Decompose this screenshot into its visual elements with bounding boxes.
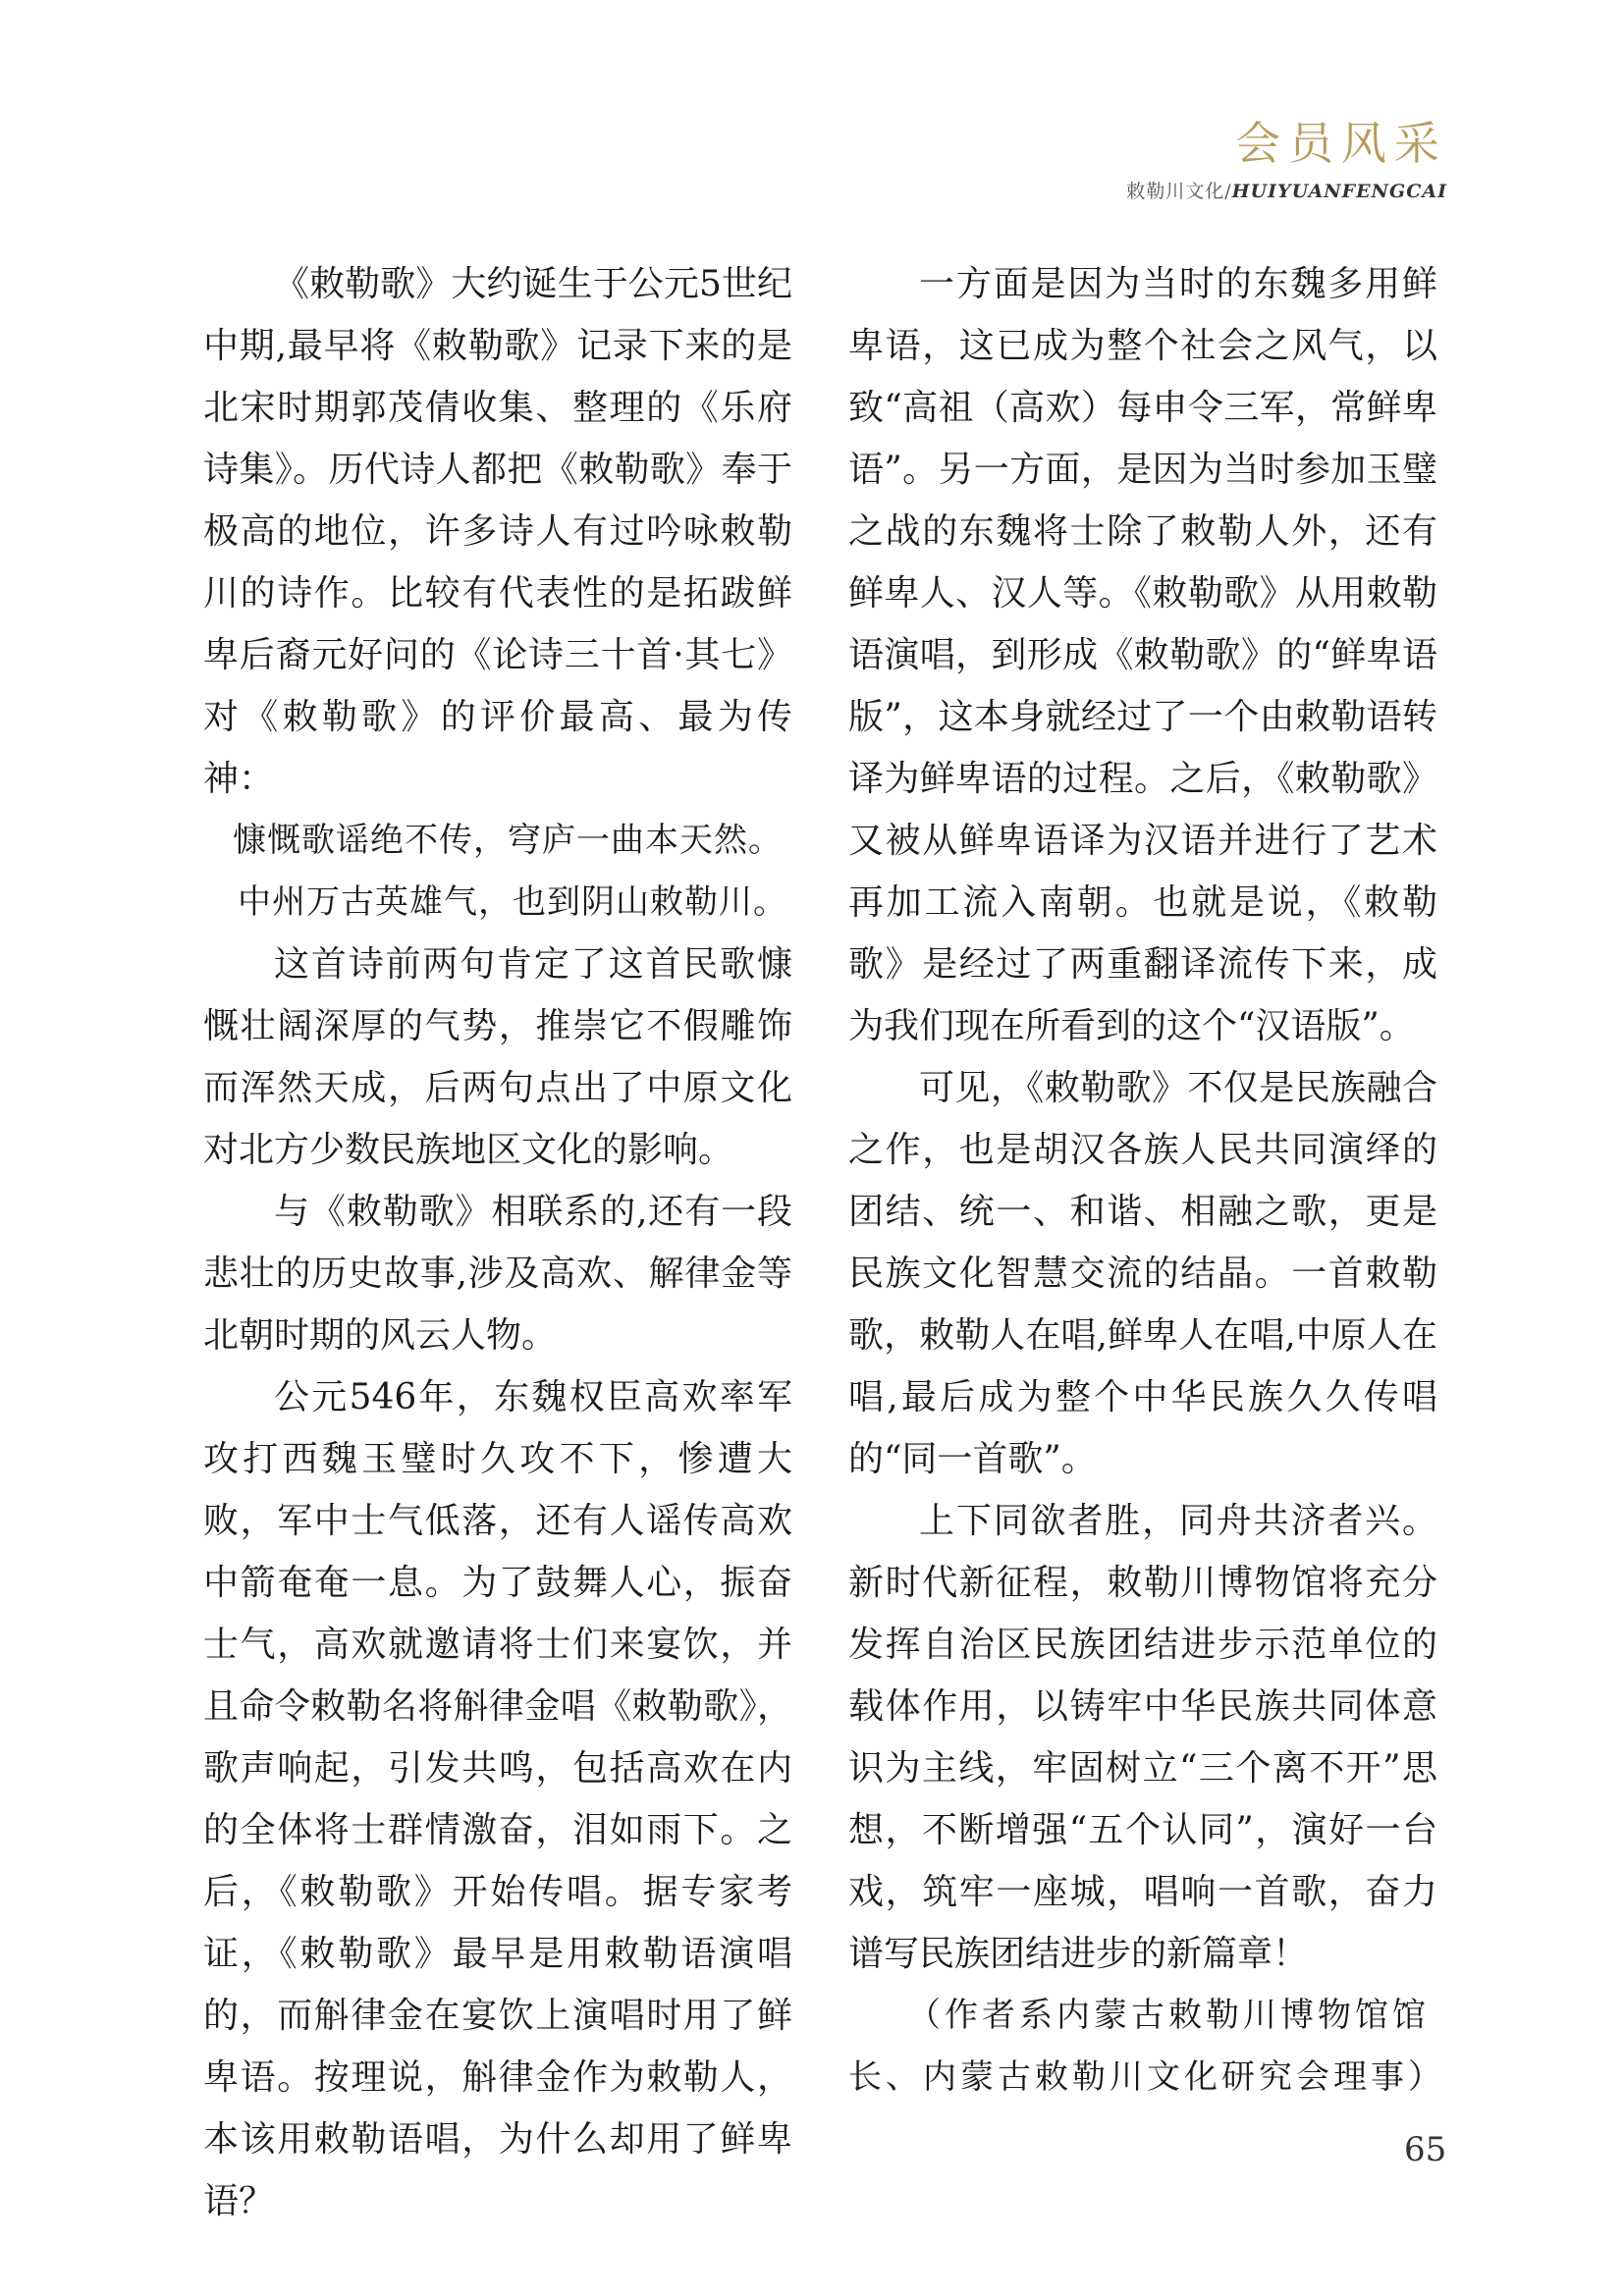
author-byline: （作者系内蒙古敕勒川博物馆馆长、内蒙古敕勒川文化研究会理事） xyxy=(848,1996,1445,2097)
section-title: 会员风采 xyxy=(1235,117,1447,170)
poem-line-2: 中州万古英雄气，也到阴山敕勒川。 xyxy=(238,882,787,922)
right-paragraph-2: 可见，《敕勒歌》不仅是民族融合之作，也是胡汉各族人民共同演绎的团结、统一、和谐、相融之歌，更是民族文化智慧交流的结晶。一首敕勒歌，敕勒人在唱,鲜卑人在唱,中原人在唱,最后成为整个中华民族久久传唱的“同一首歌”。 xyxy=(848,1068,1437,1479)
section-subtitle-cn: 敕勒川文化 xyxy=(1126,181,1225,202)
left-paragraph-3: 与《敕勒歌》相联系的,还有一段悲壮的历史故事,涉及高欢、解律金等北朝时期的风云人物。 xyxy=(203,1192,792,1356)
section-header xyxy=(1126,116,1447,203)
left-paragraph-2: 这首诗前两句肯定了这首民歌慷慨壮阔深厚的气势，推崇它不假雕饰而浑然天成，后两句点出了中原文化对北方少数民族地区文化的影响。 xyxy=(203,944,792,1170)
right-column xyxy=(848,253,1445,2109)
page-number: 65 xyxy=(1404,2130,1447,2169)
right-paragraph-3: 上下同欲者胜，同舟共济者兴。新时代新征程，敕勒川博物馆将充分发挥自治区民族团结进步示范单位的载体作用，以铸牢中华民族共同体意识为主线，牢固树立“三个离不开”思想，不断增强“五个认同”，演好一台戏，筑牢一座城，唱响一首歌，奋力谱写民族团结进步的新篇章！ xyxy=(848,1501,1437,1974)
left-paragraph-4: 公元546年，东魏权臣高欢率军攻打西魏玉璧时久攻不下，惨遭大败，军中士气低落，还有人谣传高欢中箭奄奄一息。为了鼓舞人心，振奋士气，高欢就邀请将士们来宴饮，并且命令敕勒名将斛律金唱《敕勒歌》，歌声响起，引发共鸣，包括高欢在内的全体将士群情激奋，泪如雨下。之后，《敕勒歌》开始传唱。据专家考证，《敕勒歌》最早是用敕勒语演唱的，而斛律金在宴饮上演唱时用了鲜卑语。按理说，斛律金作为敕勒人，本该用敕勒语唱，为什么却用了鲜卑语？ xyxy=(203,1377,792,2221)
left-paragraph-1: 《敕勒歌》大约诞生于公元5世纪中期,最早将《敕勒歌》记录下来的是北宋时期郭茂倩收集、整理的《乐府诗集》。历代诗人都把《敕勒歌》奉于极高的地位，许多诗人有过吟咏敕勒川的诗作。比较有代表性的是拓跋鲜卑后裔元好问的《论诗三十首·其七》对《敕勒歌》的评价最高、最为传神： xyxy=(203,264,792,799)
left-column xyxy=(203,253,792,2232)
poem-line-1: 慷慨歌谣绝不传，穹庐一曲本天然。 xyxy=(233,821,783,860)
section-subtitle-en: HUIYUANFENGCAI xyxy=(1231,181,1447,202)
right-paragraph-1: 一方面是因为当时的东魏多用鲜卑语，这已成为整个社会之风气，以致“高祖（高欢）每申令三军，常鲜卑语”。另一方面，是因为当时参加玉璧之战的东魏将士除了敕勒人外，还有鲜卑人、汉人等。《敕勒歌》从用敕勒语演唱，到形成《敕勒歌》的“鲜卑语版”，这本身就经过了一个由敕勒语转译为鲜卑语的过程。之后，《敕勒歌》又被从鲜卑语译为汉语并进行了艺术再加工流入南朝。也就是说，《敕勒歌》是经过了两重翻译流传下来，成为我们现在所看到的这个“汉语版”。 xyxy=(848,264,1437,1046)
section-subtitle-slash: / xyxy=(1224,181,1232,202)
section-subtitle xyxy=(1126,177,1447,203)
